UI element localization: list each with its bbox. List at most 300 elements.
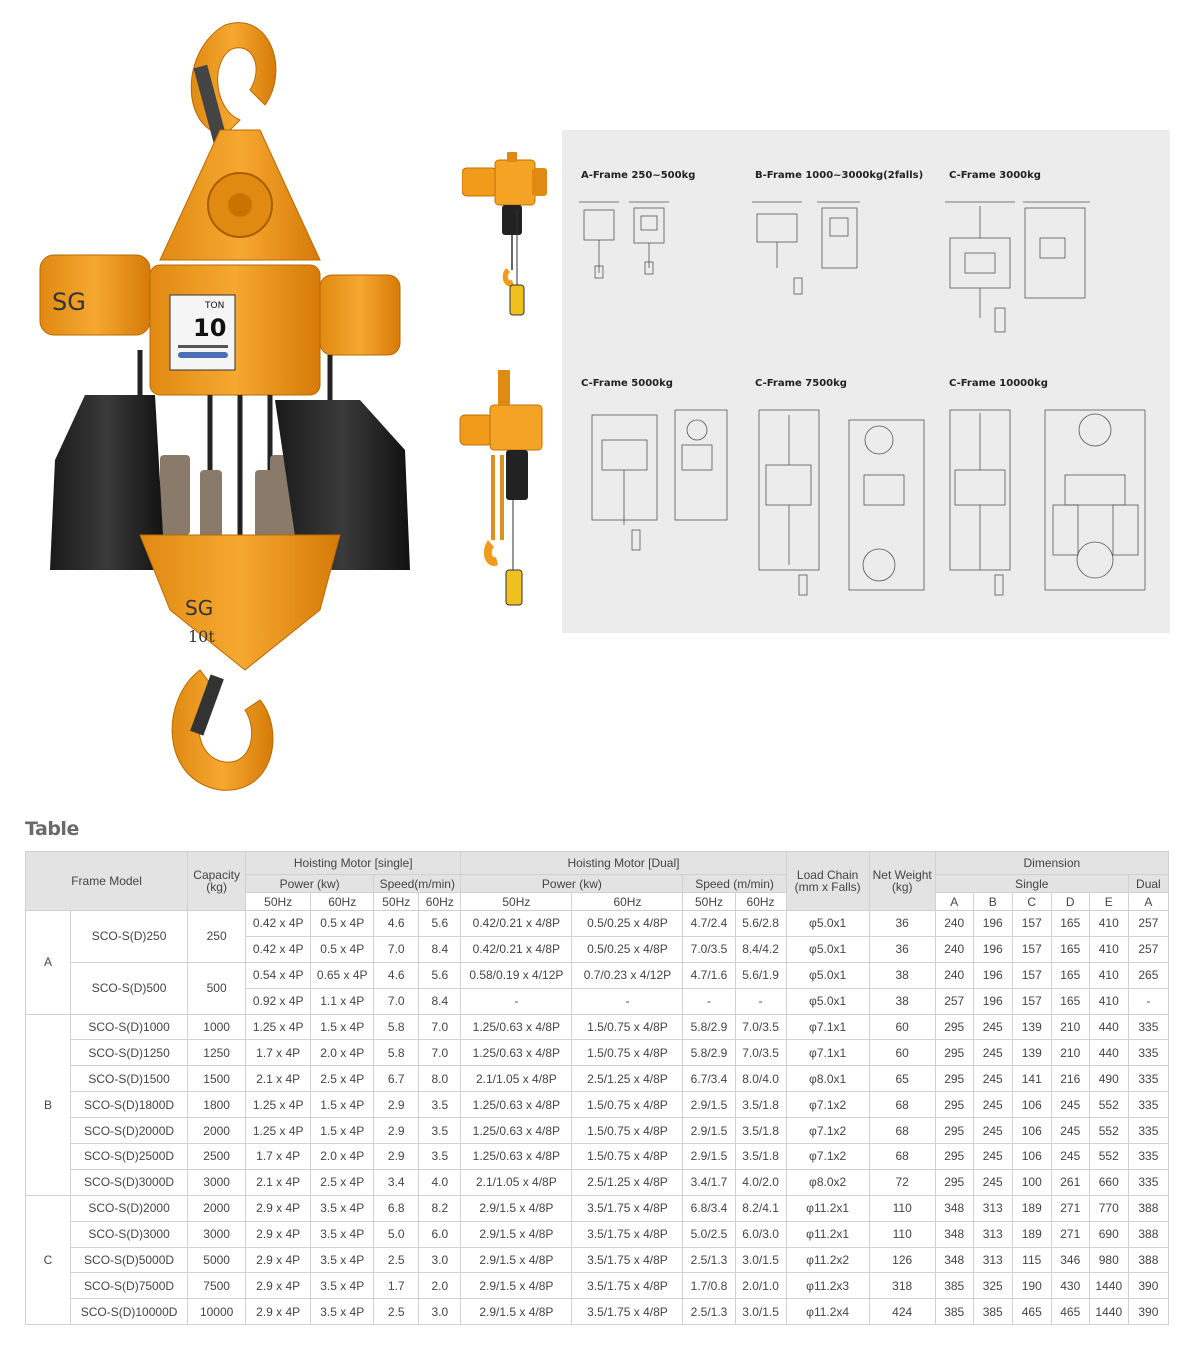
table-cell: 3.5 x 4P [311, 1221, 374, 1247]
table-cell: 2.9/1.5 [683, 1092, 735, 1118]
table-cell: φ5.0x1 [786, 936, 869, 962]
table-cell: 139 [1012, 1040, 1051, 1066]
capacity-cell: 1500 [188, 1066, 246, 1092]
table-cell: 2.9 x 4P [246, 1273, 311, 1299]
table-cell: 410 [1089, 911, 1128, 937]
table-cell: 3.5/1.75 x 4/8P [572, 1195, 683, 1221]
table-cell: 261 [1051, 1169, 1089, 1195]
table-cell: 1.5/0.75 x 4/8P [572, 1092, 683, 1118]
table-row [26, 1040, 1169, 1066]
table-cell: 5.8 [374, 1014, 419, 1040]
table-cell: 335 [1128, 1040, 1168, 1066]
hoist-small-dual-image [458, 365, 553, 610]
table-cell: 4.6 [374, 962, 419, 988]
table-cell: 110 [869, 1195, 935, 1221]
table-cell: 3.5/1.8 [735, 1118, 786, 1144]
table-cell: 72 [869, 1169, 935, 1195]
table-cell: 36 [869, 936, 935, 962]
table-cell: 8.0/4.0 [735, 1066, 786, 1092]
table-cell: 2.1/1.05 x 4/8P [461, 1169, 572, 1195]
table-cell: 5.6/1.9 [735, 962, 786, 988]
table-cell: 0.42/0.21 x 4/8P [461, 911, 572, 937]
table-cell: 295 [935, 1118, 973, 1144]
table-cell: 190 [1012, 1273, 1051, 1299]
header-dim-a: A [935, 893, 973, 911]
table-cell: - [735, 988, 786, 1014]
table-cell: 690 [1089, 1221, 1128, 1247]
table-cell: 6.8/3.4 [683, 1195, 735, 1221]
capacity-cell: 3000 [188, 1169, 246, 1195]
table-cell: 245 [973, 1169, 1012, 1195]
table-cell: 1.5 x 4P [311, 1118, 374, 1144]
table-cell: 1.5/0.75 x 4/8P [572, 1144, 683, 1170]
table-cell: 245 [973, 1014, 1012, 1040]
capacity-cell: 1000 [188, 1014, 246, 1040]
table-cell: 2.9/1.5 [683, 1118, 735, 1144]
table-cell: 0.42 x 4P [246, 936, 311, 962]
model-cell: SCO-S(D)2000 [71, 1195, 188, 1221]
header-hoisting-single: Hoisting Motor [single] [246, 852, 461, 875]
table-cell: 1.1 x 4P [311, 988, 374, 1014]
table-cell: 2.9/1.5 x 4/8P [461, 1299, 572, 1325]
table-cell: 1.25 x 4P [246, 1092, 311, 1118]
table-cell: 3.5 [419, 1092, 461, 1118]
header-speed-dual: Speed (m/min) [683, 875, 786, 893]
table-cell: φ8.0x2 [786, 1169, 869, 1195]
table-cell: 3.0/1.5 [735, 1247, 786, 1273]
table-cell: φ7.1x2 [786, 1144, 869, 1170]
capacity-cell: 1250 [188, 1040, 246, 1066]
c-frame-10000-drawing [945, 405, 1160, 600]
table-cell: 8.2 [419, 1195, 461, 1221]
model-cell: SCO-S(D)1800D [71, 1092, 188, 1118]
table-cell: 2.0 [419, 1273, 461, 1299]
table-row [26, 1273, 1169, 1299]
table-cell: 265 [1128, 962, 1168, 988]
table-cell: 385 [935, 1273, 973, 1299]
table-cell: 157 [1012, 936, 1051, 962]
header-load-chain: Load Chain (mm x Falls) [786, 852, 869, 911]
table-cell: 7.0/3.5 [683, 936, 735, 962]
table-cell: 100 [1012, 1169, 1051, 1195]
table-cell: 38 [869, 962, 935, 988]
table-cell: 313 [973, 1195, 1012, 1221]
table-cell: 4.0 [419, 1169, 461, 1195]
drawing-label-a-frame: A-Frame 250~500kg [581, 170, 696, 181]
table-cell: 295 [935, 1040, 973, 1066]
table-cell: φ11.2x4 [786, 1299, 869, 1325]
header-hoisting-dual: Hoisting Motor [Dual] [461, 852, 786, 875]
model-cell: SCO-S(D)250 [71, 911, 188, 963]
table-cell: 2.9/1.5 [683, 1144, 735, 1170]
table-cell: 980 [1089, 1247, 1128, 1273]
table-cell: 295 [935, 1092, 973, 1118]
table-cell: 410 [1089, 936, 1128, 962]
table-cell: 4.7/1.6 [683, 962, 735, 988]
table-cell: 2.5/1.25 x 4/8P [572, 1169, 683, 1195]
table-cell: 385 [935, 1299, 973, 1325]
table-cell: 335 [1128, 1169, 1168, 1195]
table-cell: 1.25/0.63 x 4/8P [461, 1144, 572, 1170]
header-dim-c: C [1012, 893, 1051, 911]
table-cell: 1.7 [374, 1273, 419, 1299]
table-cell: 245 [1051, 1092, 1089, 1118]
table-cell: 2.0/1.0 [735, 1273, 786, 1299]
capacity-cell: 3000 [188, 1221, 246, 1247]
capacity-cell: 2000 [188, 1118, 246, 1144]
table-cell: 141 [1012, 1066, 1051, 1092]
header-net-weight: Net Weight (kg) [869, 852, 935, 911]
table-cell: 157 [1012, 962, 1051, 988]
table-cell: 38 [869, 988, 935, 1014]
table-row [26, 1299, 1169, 1325]
table-cell: 5.6/2.8 [735, 911, 786, 937]
table-cell: 4.7/2.4 [683, 911, 735, 937]
table-cell: 335 [1128, 1066, 1168, 1092]
table-cell: 196 [973, 936, 1012, 962]
table-cell: φ5.0x1 [786, 962, 869, 988]
model-cell: SCO-S(D)1250 [71, 1040, 188, 1066]
table-cell: φ7.1x1 [786, 1014, 869, 1040]
table-cell: 346 [1051, 1247, 1089, 1273]
table-row [26, 1118, 1169, 1144]
table-cell: 465 [1012, 1299, 1051, 1325]
drawing-label-c-frame-10000: C-Frame 10000kg [949, 378, 1048, 389]
capacity-plate-value: 10 [193, 314, 227, 342]
table-cell: 7.0/3.5 [735, 1014, 786, 1040]
capacity-cell: 10000 [188, 1299, 246, 1325]
table-cell: 2.9 [374, 1144, 419, 1170]
table-cell: 2.9/1.5 x 4/8P [461, 1195, 572, 1221]
hoist-small-single-image [462, 150, 552, 320]
table-cell: 115 [1012, 1247, 1051, 1273]
table-cell: 6.7 [374, 1066, 419, 1092]
table-cell: 552 [1089, 1118, 1128, 1144]
c-frame-7500-drawing [754, 405, 929, 600]
table-cell: 0.42/0.21 x 4/8P [461, 936, 572, 962]
table-cell: 189 [1012, 1195, 1051, 1221]
model-cell: SCO-S(D)3000D [71, 1169, 188, 1195]
table-cell: 2.9 [374, 1118, 419, 1144]
table-cell: 3.5 x 4P [311, 1195, 374, 1221]
header-dim-b: B [973, 893, 1012, 911]
table-cell: φ7.1x2 [786, 1118, 869, 1144]
table-cell: 216 [1051, 1066, 1089, 1092]
header-dimension: Dimension [935, 852, 1168, 875]
table-row [26, 962, 1169, 988]
header-power-dual: Power (kw) [461, 875, 683, 893]
table-cell: 2.9 x 4P [246, 1299, 311, 1325]
table-cell: 106 [1012, 1144, 1051, 1170]
table-cell: 2.1/1.05 x 4/8P [461, 1066, 572, 1092]
table-cell: 295 [935, 1144, 973, 1170]
table-cell: 8.0 [419, 1066, 461, 1092]
table-cell: 3.5/1.75 x 4/8P [572, 1247, 683, 1273]
table-cell: 3.0 [419, 1299, 461, 1325]
table-cell: 5.6 [419, 911, 461, 937]
table-cell: φ11.2x1 [786, 1195, 869, 1221]
table-cell: 348 [935, 1247, 973, 1273]
table-cell: 68 [869, 1118, 935, 1144]
table-cell: 7.0 [374, 936, 419, 962]
table-cell: 196 [973, 988, 1012, 1014]
header-speed-single: Speed(m/min) [374, 875, 461, 893]
table-cell: 3.5 x 4P [311, 1247, 374, 1273]
table-cell: 5.8/2.9 [683, 1014, 735, 1040]
table-cell: 2.5/1.3 [683, 1247, 735, 1273]
table-cell: 1.25/0.63 x 4/8P [461, 1040, 572, 1066]
table-cell: 1.5/0.75 x 4/8P [572, 1040, 683, 1066]
table-cell: 271 [1051, 1195, 1089, 1221]
table-cell: 388 [1128, 1221, 1168, 1247]
table-cell: 7.0/3.5 [735, 1040, 786, 1066]
table-cell: 36 [869, 911, 935, 937]
table-cell: φ8.0x1 [786, 1066, 869, 1092]
table-row [26, 1144, 1169, 1170]
table-cell: 240 [935, 911, 973, 937]
table-cell: 7.0 [374, 988, 419, 1014]
table-cell: 3.4 [374, 1169, 419, 1195]
table-row [26, 1195, 1169, 1221]
table-cell: 0.58/0.19 x 4/12P [461, 962, 572, 988]
header-60hz: 60Hz [735, 893, 786, 911]
table-cell: 2.5/1.3 [683, 1299, 735, 1325]
table-cell: 0.54 x 4P [246, 962, 311, 988]
table-cell: 1.25/0.63 x 4/8P [461, 1014, 572, 1040]
table-cell: 2.9 [374, 1092, 419, 1118]
capacity-cell: 500 [188, 962, 246, 1014]
table-row [26, 1066, 1169, 1092]
table-cell: 1.25 x 4P [246, 1118, 311, 1144]
table-cell: 196 [973, 911, 1012, 937]
table-cell: 6.8 [374, 1195, 419, 1221]
table-cell: 348 [935, 1195, 973, 1221]
table-cell: 6.7/3.4 [683, 1066, 735, 1092]
table-cell: 245 [973, 1040, 1012, 1066]
table-cell: 0.42 x 4P [246, 911, 311, 937]
header-dim-e: E [1089, 893, 1128, 911]
table-cell: 3.0/1.5 [735, 1299, 786, 1325]
drawing-label-c-frame-3000: C-Frame 3000kg [949, 170, 1041, 181]
header-50hz: 50Hz [461, 893, 572, 911]
table-cell: 165 [1051, 911, 1089, 937]
table-cell: 110 [869, 1221, 935, 1247]
table-cell: 106 [1012, 1118, 1051, 1144]
table-cell: 257 [1128, 936, 1168, 962]
drawing-label-b-frame: B-Frame 1000~3000kg(2falls) [755, 170, 924, 181]
table-cell: 0.5 x 4P [311, 936, 374, 962]
table-cell: 7.0 [419, 1040, 461, 1066]
table-cell: 385 [973, 1299, 1012, 1325]
table-cell: 240 [935, 962, 973, 988]
capacity-cell: 5000 [188, 1247, 246, 1273]
table-cell: 430 [1051, 1273, 1089, 1299]
table-cell: 6.0/3.0 [735, 1221, 786, 1247]
capacity-cell: 2000 [188, 1195, 246, 1221]
table-cell: 5.8/2.9 [683, 1040, 735, 1066]
table-cell: 165 [1051, 988, 1089, 1014]
table-cell: 440 [1089, 1014, 1128, 1040]
table-cell: 240 [935, 936, 973, 962]
table-cell: 465 [1051, 1299, 1089, 1325]
table-cell: 106 [1012, 1092, 1051, 1118]
table-cell: 2.9 x 4P [246, 1195, 311, 1221]
table-cell: 157 [1012, 911, 1051, 937]
c-frame-5000-drawing [587, 405, 732, 555]
header-50hz: 50Hz [246, 893, 311, 911]
table-cell: φ11.2x2 [786, 1247, 869, 1273]
header-dual-dim-a: A [1128, 893, 1168, 911]
table-cell: 3.5/1.75 x 4/8P [572, 1299, 683, 1325]
table-cell: φ7.1x1 [786, 1040, 869, 1066]
table-cell: - [1128, 988, 1168, 1014]
header-60hz: 60Hz [419, 893, 461, 911]
drawing-label-c-frame-5000: C-Frame 5000kg [581, 378, 673, 389]
table-cell: 5.0 [374, 1221, 419, 1247]
table-cell: 2.5 [374, 1299, 419, 1325]
table-cell: 60 [869, 1014, 935, 1040]
header-capacity: Capacity (kg) [188, 852, 246, 911]
table-cell: 2.9/1.5 x 4/8P [461, 1221, 572, 1247]
table-cell: 5.6 [419, 962, 461, 988]
table-cell: 139 [1012, 1014, 1051, 1040]
hoist-10-ton-image [30, 10, 430, 795]
table-cell: 126 [869, 1247, 935, 1273]
header-frame-model: Frame Model [26, 852, 188, 911]
table-cell: 335 [1128, 1092, 1168, 1118]
table-cell: 245 [973, 1144, 1012, 1170]
table-cell: 8.2/4.1 [735, 1195, 786, 1221]
table-cell: 770 [1089, 1195, 1128, 1221]
table-cell: 390 [1128, 1299, 1168, 1325]
table-cell: 165 [1051, 962, 1089, 988]
table-cell: 295 [935, 1066, 973, 1092]
frame-cell: A [26, 911, 71, 1015]
header-power-single: Power (kw) [246, 875, 374, 893]
model-cell: SCO-S(D)7500D [71, 1273, 188, 1299]
table-cell: 2.0 x 4P [311, 1144, 374, 1170]
capacity-cell: 2500 [188, 1144, 246, 1170]
model-cell: SCO-S(D)3000 [71, 1221, 188, 1247]
table-cell: 245 [973, 1092, 1012, 1118]
table-cell: 1.25/0.63 x 4/8P [461, 1118, 572, 1144]
table-cell: 2.0 x 4P [311, 1040, 374, 1066]
table-cell: 1440 [1089, 1273, 1128, 1299]
table-cell: 295 [935, 1014, 973, 1040]
table-cell: 157 [1012, 988, 1051, 1014]
table-cell: 257 [935, 988, 973, 1014]
table-cell: 8.4/4.2 [735, 936, 786, 962]
table-cell: 2.5 [374, 1247, 419, 1273]
table-cell: - [572, 988, 683, 1014]
table-cell: 68 [869, 1092, 935, 1118]
table-cell: 2.5 x 4P [311, 1066, 374, 1092]
model-cell: SCO-S(D)2000D [71, 1118, 188, 1144]
table-cell: 6.0 [419, 1221, 461, 1247]
a-frame-drawing [579, 198, 674, 283]
table-cell: 3.5/1.75 x 4/8P [572, 1221, 683, 1247]
table-cell: 424 [869, 1299, 935, 1325]
c-frame-3000-drawing [945, 198, 1105, 338]
table-cell: 335 [1128, 1014, 1168, 1040]
model-cell: SCO-S(D)10000D [71, 1299, 188, 1325]
table-cell: 490 [1089, 1066, 1128, 1092]
table-cell: 1.25 x 4P [246, 1014, 311, 1040]
table-cell: 1.5/0.75 x 4/8P [572, 1014, 683, 1040]
header-dimension-dual: Dual [1128, 875, 1168, 893]
table-cell: 4.0/2.0 [735, 1169, 786, 1195]
table-cell: 257 [1128, 911, 1168, 937]
table-cell: 3.4/1.7 [683, 1169, 735, 1195]
table-cell: 0.5/0.25 x 4/8P [572, 936, 683, 962]
drawing-label-c-frame-7500: C-Frame 7500kg [755, 378, 847, 389]
table-cell: 335 [1128, 1118, 1168, 1144]
table-cell: 2.9 x 4P [246, 1221, 311, 1247]
table-cell: 0.5/0.25 x 4/8P [572, 911, 683, 937]
table-cell: 1440 [1089, 1299, 1128, 1325]
table-row [26, 1247, 1169, 1273]
table-cell: 210 [1051, 1040, 1089, 1066]
table-cell: 325 [973, 1273, 1012, 1299]
table-cell: 660 [1089, 1169, 1128, 1195]
table-cell: 335 [1128, 1144, 1168, 1170]
table-cell: 0.5 x 4P [311, 911, 374, 937]
table-cell: 0.7/0.23 x 4/12P [572, 962, 683, 988]
model-cell: SCO-S(D)500 [71, 962, 188, 1014]
header-dimension-single: Single [935, 875, 1128, 893]
frame-cell: B [26, 1014, 71, 1195]
header-50hz: 50Hz [374, 893, 419, 911]
model-cell: SCO-S(D)5000D [71, 1247, 188, 1273]
table-cell: 4.6 [374, 911, 419, 937]
capacity-cell: 1800 [188, 1092, 246, 1118]
table-cell: 3.5/1.75 x 4/8P [572, 1273, 683, 1299]
b-frame-drawing [752, 198, 862, 298]
table-row [26, 1014, 1169, 1040]
model-cell: SCO-S(D)2500D [71, 1144, 188, 1170]
header-dim-d: D [1051, 893, 1089, 911]
table-cell: 1.5 x 4P [311, 1092, 374, 1118]
table-cell: φ11.2x1 [786, 1221, 869, 1247]
header-50hz: 50Hz [683, 893, 735, 911]
table-cell: 2.1 x 4P [246, 1066, 311, 1092]
table-cell: 2.9/1.5 x 4/8P [461, 1273, 572, 1299]
table-cell: 552 [1089, 1144, 1128, 1170]
table-cell: 210 [1051, 1014, 1089, 1040]
table-cell: 3.5 x 4P [311, 1299, 374, 1325]
table-cell: 2.5/1.25 x 4/8P [572, 1066, 683, 1092]
table-cell: 1.25/0.63 x 4/8P [461, 1092, 572, 1118]
table-cell: 318 [869, 1273, 935, 1299]
table-cell: 348 [935, 1221, 973, 1247]
table-cell: 196 [973, 962, 1012, 988]
header-60hz: 60Hz [311, 893, 374, 911]
section-title: Table [25, 818, 79, 840]
table-cell: 245 [973, 1066, 1012, 1092]
model-cell: SCO-S(D)1500 [71, 1066, 188, 1092]
table-cell: - [461, 988, 572, 1014]
table-cell: 3.5 [419, 1144, 461, 1170]
table-cell: 410 [1089, 962, 1128, 988]
specification-table-body [26, 911, 1169, 1325]
table-cell: 1.5 x 4P [311, 1014, 374, 1040]
table-cell: 3.0 [419, 1247, 461, 1273]
table-cell: 3.5/1.8 [735, 1144, 786, 1170]
table-cell: 3.5 x 4P [311, 1273, 374, 1299]
table-cell: 410 [1089, 988, 1128, 1014]
table-cell: 295 [935, 1169, 973, 1195]
table-cell: 245 [1051, 1144, 1089, 1170]
